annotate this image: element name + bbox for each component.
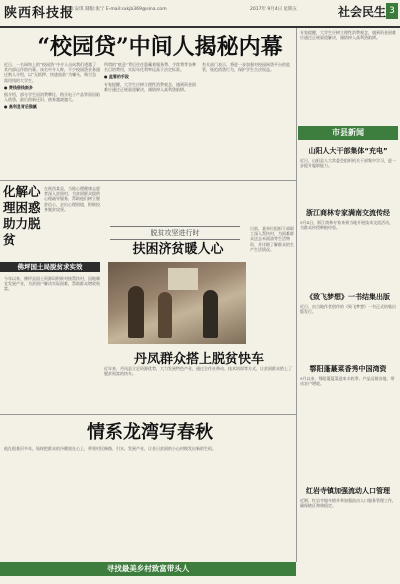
main-article-col3: [202, 62, 294, 177]
main-article-col1: [4, 62, 100, 177]
center-headline-2: 丹凤群众搭上脱贫快车: [133, 352, 264, 367]
column-divider: [296, 28, 297, 562]
news-photo: [108, 262, 246, 344]
feature-article: [4, 446, 294, 558]
editor-info: 责编:安琪 制版:张宁 E-mail:sxkjb369@sina.com: [64, 7, 167, 12]
photo-person: [203, 290, 218, 338]
county-news-headline: 山阳人大干部集体“充电”: [308, 147, 388, 155]
county-news-headline: 《致飞梦想》一书结集出版: [306, 293, 390, 301]
county-news-para: 近日，山阳县人大常委会组织机关干部集中学习，进一步提升履职能力。: [300, 158, 396, 169]
main-headline: “校园贷”中间人揭秘内幕: [37, 34, 283, 60]
main-article-para: 专家提醒，大学生应树立理性消费观念，遇到资金困难应通过正规渠道解决，谨防掉入高利贷陷阱。: [104, 81, 196, 92]
divider: [0, 180, 296, 181]
center-article-para: 日前，某单位组织干部职工深入帮扶村，为困难群众送去米面油等生活物资，并详细了解群众的生产生活情况。: [250, 226, 294, 252]
issue-date: 2017年 9月4日 星期五: [250, 7, 298, 12]
center-article-2: [104, 366, 294, 410]
main-subhead: ● 监管的手段: [104, 74, 129, 80]
side-article-para: 在陕西某县，当地心理健康志愿者深入贫困村，为贫困群众提供心理疏导服务，帮助他们树立脱贫信心，走出心理困境，积极投身脱贫攻坚。: [44, 186, 100, 212]
center-section-bar: 脱贫攻坚进行时: [110, 226, 240, 240]
divider: [0, 414, 296, 415]
center-article: [250, 226, 294, 344]
county-news-body: [300, 376, 396, 480]
main-article-col2: [104, 62, 198, 177]
right-top-para: 专家提醒，大学生应树立理性消费观念，遇到资金困难应通过正规渠道解决，谨防掉入高利贷陷阱。: [300, 30, 396, 41]
side-headline: 化解心理困惑助力脱贫: [3, 184, 41, 247]
county-news-headline: 红岩寺镇加强流动人口管理: [306, 487, 390, 495]
county-news-band: 市县新闻: [298, 126, 398, 140]
paper-name: 陕西科技报: [4, 6, 75, 21]
side-story-body: [4, 276, 100, 412]
feature-article-para: 他扎根基层多年，始终把群众的冷暖放在心上，带领村民修路、引水、发展产业，让昔日贫困的小山村焕发出新的生机。: [4, 446, 216, 451]
feature-headline: 情系龙湾写春秋: [87, 422, 213, 443]
county-news-para: 9月4日，浙江商林专家来到当地开展技术交流活动，为群众传授种植经验。: [300, 220, 394, 231]
main-subhead: ● 高利息背后猫腻: [4, 104, 37, 110]
center-article-para: 近年来，丹凤县立足资源优势，大力发展特色产业，通过合作社带动、技术培训等方式，让贫困群众搭上了脱贫致富的快车。: [104, 366, 292, 377]
photo-person: [158, 292, 172, 338]
photo-poster: [168, 268, 198, 290]
photo-person: [128, 286, 144, 338]
county-news-body: [300, 498, 396, 578]
section-name: 社会民生: [338, 5, 387, 19]
side-story-title: 佛坪国土局脱贫求实效: [0, 262, 100, 272]
main-article-para: 所谓的“低息”背后往往隐藏着服务费、手续费等各种名目的费用，实际年化利率远高于法定标准。: [104, 62, 197, 73]
county-news-para: 近日，由当地作者创作的《致飞梦想》一书正式结集出版发行。: [300, 304, 396, 315]
center-headline: 扶困济贫暖人心: [132, 242, 224, 257]
main-article-para: 近日，一名网络上的“校园贷”中介人员向我们透露了其内部运作的内幕。该名中介人称，不少校园贷业务通过熟人介绍，以“无抵押、快速放款”为噱头，吸引急需用钱的大学生。: [4, 62, 100, 83]
right-top-article: [300, 30, 396, 122]
county-news-body: [300, 304, 396, 358]
main-subhead: ● 费钱借钱渐多: [4, 84, 33, 90]
county-news-para: 9月以来，鄠阳蓬蕞菜迎来丰收季，产品远销各地，带动农户增收。: [300, 376, 395, 387]
side-article: [44, 186, 100, 258]
page-number: 3: [386, 3, 398, 19]
footer-band: 寻找最美乡村致富带头人: [0, 562, 296, 576]
masthead: [0, 0, 400, 28]
county-news-headline: 浙江商林专家满南交流传经: [306, 209, 390, 217]
county-news-body: [300, 158, 396, 202]
side-story-para: 今年以来，佛坪县国土资源局积极对接帮扶村，因地制宜发展产业，为贫困户解决实际困难，帮助群众增收致富。: [4, 276, 100, 292]
county-news-body: [300, 220, 396, 286]
main-article-para: 据介绍，部分学生因消费攀比、购买电子产品等原因陷入借贷，最后借新还旧，债务越滚越大。: [4, 92, 100, 103]
county-news-para: 近期，红岩寺镇多措并举加强流动人口服务管理工作，确保辖区和谐稳定。: [300, 498, 396, 509]
county-news-headline: 鄠阳蓬蕞菜香秀中国湾资: [309, 365, 387, 373]
main-article-para: 有关部门表示，将进一步加强对校园网贷平台的监管，规范借贷行为，保护学生合法权益。: [202, 62, 290, 73]
